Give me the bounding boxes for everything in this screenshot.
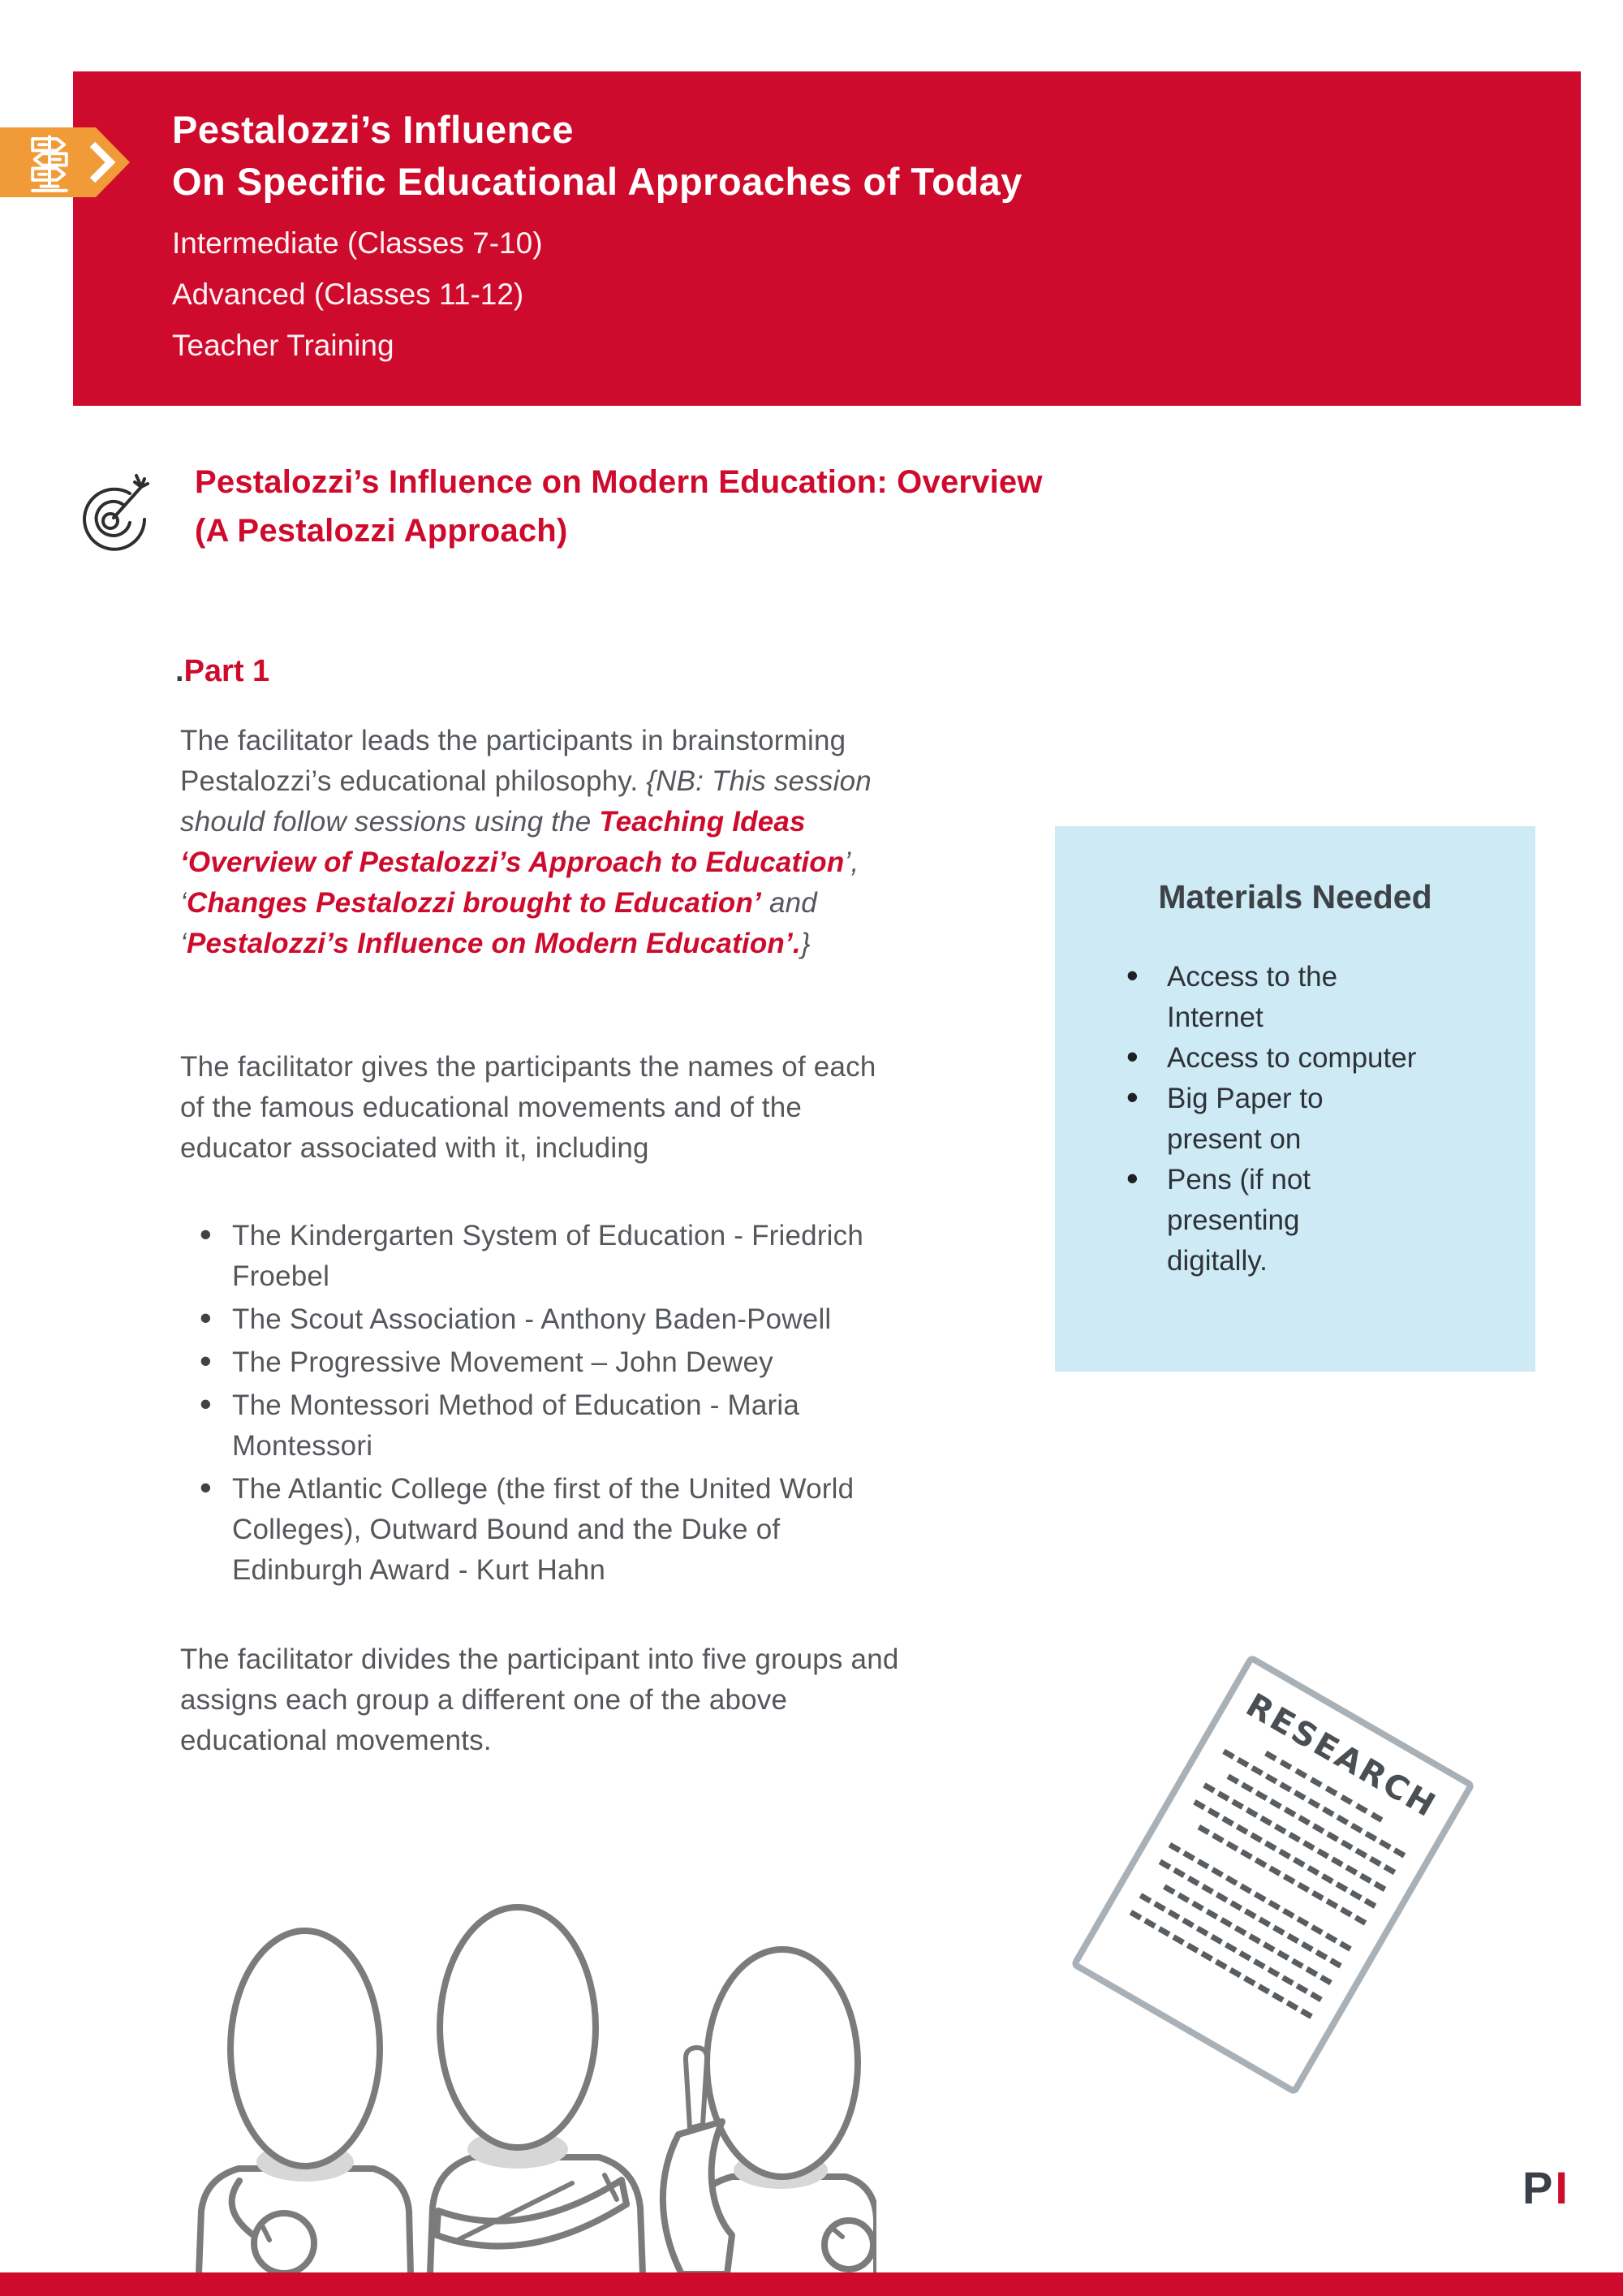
part-label-dot: .	[175, 654, 184, 688]
section-heading	[195, 458, 1043, 555]
audience-level-teacher-training: Teacher Training	[172, 329, 394, 362]
header-band	[73, 71, 1581, 406]
list-item: • The Kindergarten System of Education - Friedrich Froebel	[180, 1216, 1105, 1297]
part-label	[175, 654, 269, 689]
pi-logo-i: I	[1555, 2162, 1568, 2213]
pi-logo	[1522, 2162, 1568, 2213]
people-discussion-illustration	[162, 1860, 876, 2274]
paragraph-divide-groups: The facilitator divides the participant into five groups and assigns each group a different one of the above educational movements.	[180, 1643, 899, 1756]
audience-level-advanced: Advanced (Classes 11-12)	[172, 278, 524, 311]
list-item: • The Scout Association - Anthony Baden-Powell	[180, 1299, 1105, 1340]
list-item: • Access to the Internet	[1126, 957, 1535, 1038]
list-item: • Big Paper to present on	[1126, 1079, 1535, 1160]
paper-text-line	[1163, 1885, 1332, 1986]
page-title-line1: Pestalozzi’s Influence	[172, 108, 575, 151]
section-heading-line1: Pestalozzi’s Influence on Modern Education: Overview	[195, 464, 1043, 500]
paper-text-line	[1130, 1910, 1313, 2019]
paper-text-line	[1203, 1782, 1386, 1892]
materials-needed-box	[1055, 826, 1535, 1372]
part-label-text: Part 1	[183, 654, 270, 688]
materials-title: Materials Needed	[1158, 878, 1432, 915]
paper-text-line	[1139, 1893, 1323, 2002]
chevron-right-icon	[89, 142, 118, 183]
list-item: • The Progressive Movement – John Dewey	[180, 1342, 1105, 1383]
materials-list	[1126, 957, 1535, 1282]
paragraph-brainstorming: The facilitator leads the participants in brainstorming Pestalozzi’s educational philosophy. {NB: This session should follow sessions using the Teaching Ideas ‘Overview of Pestalozzi’s Approach to Education’, ‘Changes Pestalozzi brought to Education’ and ‘Pestalozzi’s Influence on Modern Education’.}	[180, 725, 872, 959]
paper-text-line	[1159, 1859, 1342, 1969]
paper-text-line	[1193, 1799, 1376, 1909]
signpost-icon	[18, 131, 81, 195]
pi-logo-p: P	[1522, 2162, 1553, 2213]
page-title-line2: On Specific Educational Approaches of Today	[172, 160, 1022, 203]
page-title	[172, 104, 1548, 208]
audience-levels	[172, 218, 1548, 371]
list-item: • The Atlantic College (the first of the United World Colleges), Outward Bound and the Duke of Edinburgh Award - Kurt Hahn	[180, 1469, 1105, 1591]
movements-list	[180, 1216, 1105, 1593]
paragraph-movement-names: The facilitator gives the participants the names of each of the famous educational movements and of the educator associated with it, including	[180, 1051, 876, 1164]
footer-red-strip	[0, 2272, 1623, 2296]
audience-level-intermediate: Intermediate (Classes 7-10)	[172, 226, 543, 260]
list-item: • Access to computer	[1126, 1038, 1535, 1079]
section-heading-line2: (A Pestalozzi Approach)	[195, 513, 568, 549]
research-paper-title: RESEARCH	[1239, 1686, 1444, 1826]
list-item: • The Montessori Method of Education - Maria Montessori	[180, 1385, 1105, 1467]
target-arrow-icon	[76, 469, 151, 554]
research-paper-illustration	[1070, 1653, 1476, 2096]
list-item: • Pens (if not presenting digitally.	[1126, 1160, 1535, 1282]
